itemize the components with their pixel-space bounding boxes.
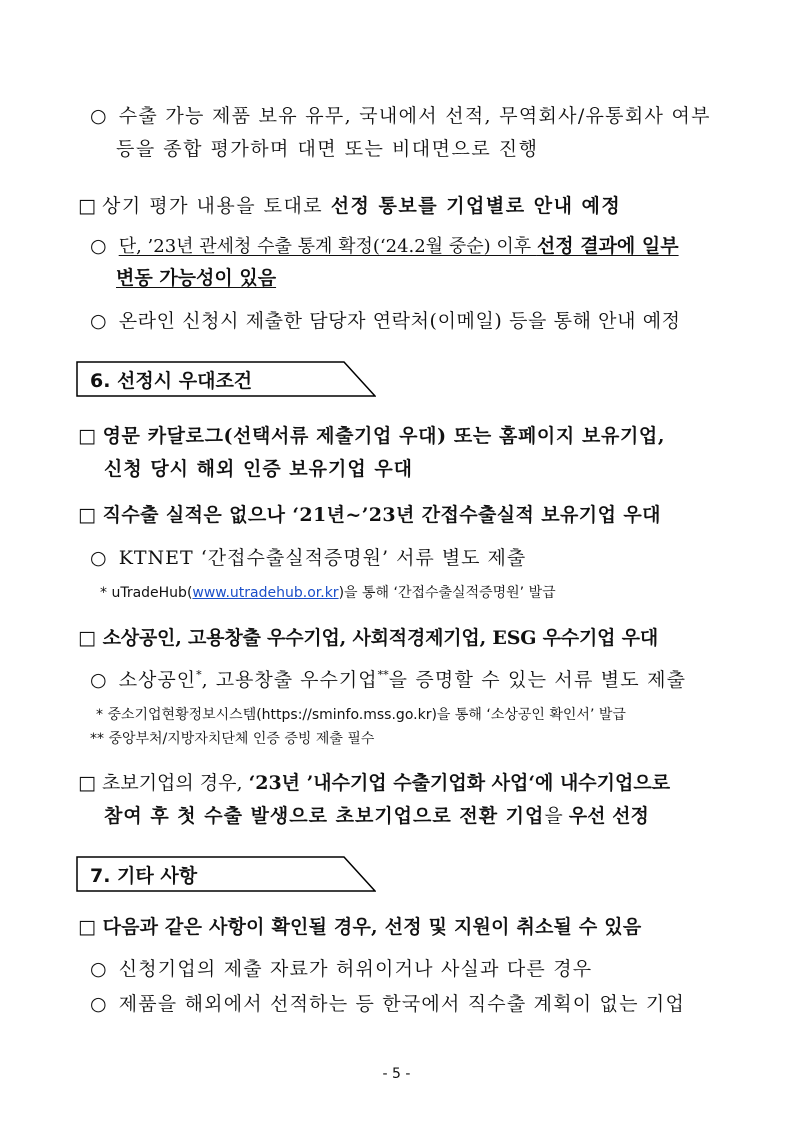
- circle-bullet: ○: [90, 669, 107, 691]
- pref-item-4-bold-1: 참여 후 첫 수출 발생으로 초보기업으로 전환 기업: [104, 805, 545, 827]
- note-text-post: )을 통해 ‘간접수출실적증명원’ 발급: [338, 585, 556, 601]
- pref-item-4-mid: 을: [544, 805, 569, 827]
- pref-item-2-sub-text: KTNET ‘간접수출실적증명원’ 서류 별도 제출: [118, 547, 527, 569]
- eval-text-1: 수출 가능 제품 보유 유무, 국내에서 선적, 무역회사/유통회사 여부: [118, 105, 711, 127]
- notify-item: [78, 193, 621, 219]
- utradehub-link[interactable]: www.utradehub.or.kr: [192, 585, 339, 601]
- note-text-pre: uTradeHub(: [111, 585, 193, 601]
- pref-item-3-note-2: [90, 729, 374, 749]
- notify-text: 상기 평가 내용을 토대로: [102, 195, 331, 217]
- note-mark: *: [96, 707, 103, 723]
- cancel-item: [78, 914, 641, 940]
- notify-sub-2: [90, 308, 681, 334]
- circle-bullet: ○: [90, 235, 107, 257]
- pref-item-2-text: 직수출 실적은 없으나 ‘21년~’23년 간접수출실적 보유기업 우대: [102, 504, 661, 526]
- notify-sub-2-text: 온라인 신청시 제출한 담당자 연락처(이메일) 등을 통해 안내 예정: [118, 310, 681, 332]
- notify-sub-1-cont: 변동 가능성이 있음: [116, 267, 277, 289]
- pref-item-1: [78, 423, 665, 449]
- note-text: 중앙부처/지방자치단체 인증 증빙 제출 필수: [108, 731, 375, 747]
- footnote-mark-1: *: [196, 668, 202, 682]
- note-mark: *: [100, 585, 107, 601]
- pref-item-1-text: 영문 카달로그(선택서류 제출기업 우대) 또는 홈페이지 보유기업,: [102, 425, 666, 447]
- cancel-sub-2-text: 제품을 해외에서 선적하는 등 한국에서 직수출 계획이 없는 기업: [118, 993, 686, 1015]
- section-6-header: [76, 361, 376, 397]
- pref-item-3-sub-t1: 소상공인: [118, 669, 197, 691]
- pref-item-3-note-1: [96, 705, 626, 725]
- page-number: - 5 -: [382, 1066, 411, 1082]
- section-7-title: 7. 기타 사항: [90, 865, 198, 887]
- pref-item-2-sub: [90, 545, 526, 571]
- pref-item-4-bold: ‘23년 ’내수기업 수출기업화 사업‘에 내수기업으로: [248, 772, 671, 794]
- note-mark: **: [90, 731, 104, 747]
- pref-item-4: [78, 770, 670, 796]
- square-bullet: □: [78, 627, 96, 649]
- square-bullet: □: [78, 504, 96, 526]
- square-bullet: □: [78, 425, 96, 447]
- notify-sub-1-bold: 선정 결과에 일부: [536, 235, 679, 257]
- eval-bullet-1: [90, 103, 711, 129]
- pref-item-4-text: 초보기업의 경우,: [102, 772, 249, 794]
- pref-item-1-cont: 신청 당시 해외 인증 보유기업 우대: [104, 458, 414, 480]
- pref-item-3-sub-t2: , 고용창출 우수기업: [201, 669, 378, 691]
- notify-bold: 선정 통보를 기업별로 안내 예정: [330, 195, 622, 217]
- pref-item-3: [78, 625, 658, 651]
- pref-item-2-note: [100, 583, 556, 603]
- circle-bullet: ○: [90, 958, 107, 980]
- pref-item-3-text: 소상공인, 고용창출 우수기업, 사회적경제기업, ESG 우수기업 우대: [102, 627, 658, 649]
- pref-item-3-sub: [90, 667, 686, 693]
- note-text: 중소기업현황정보시스템(https://sminfo.mss.go.kr)을 통해 ‘소상공인 확인서’ 발급: [107, 707, 626, 723]
- section-7-header: [76, 856, 376, 892]
- notify-sub-1-text: 단, ’23년 관세청 수출 통계 확정(‘24.2월 중순) 이후: [118, 236, 537, 257]
- circle-bullet: ○: [90, 547, 107, 569]
- square-bullet: □: [78, 772, 96, 794]
- cancel-sub-2: [90, 991, 685, 1017]
- square-bullet: □: [78, 195, 96, 217]
- cancel-sub-1: [90, 956, 592, 982]
- pref-item-3-sub-t3: 을 증명할 수 있는 서류 별도 제출: [388, 669, 687, 691]
- eval-text-1-cont: 등을 종합 평가하며 대면 또는 비대면으로 진행: [116, 138, 539, 160]
- square-bullet: □: [78, 916, 96, 938]
- section-6-title: 6. 선정시 우대조건: [90, 370, 253, 392]
- circle-bullet: ○: [90, 310, 107, 332]
- notify-sub-1: [90, 233, 679, 260]
- circle-bullet: ○: [90, 993, 107, 1015]
- cancel-sub-1-text: 신청기업의 제출 자료가 허위이거나 사실과 다른 경우: [118, 958, 593, 980]
- cancel-item-text: 다음과 같은 사항이 확인될 경우, 선정 및 지원이 취소될 수 있음: [102, 916, 642, 938]
- pref-item-4-cont: [104, 803, 649, 829]
- footnote-mark-2: **: [377, 668, 389, 682]
- pref-item-4-bold-2: 우선 선정: [568, 805, 649, 827]
- pref-item-2: [78, 502, 661, 528]
- circle-bullet: ○: [90, 105, 107, 127]
